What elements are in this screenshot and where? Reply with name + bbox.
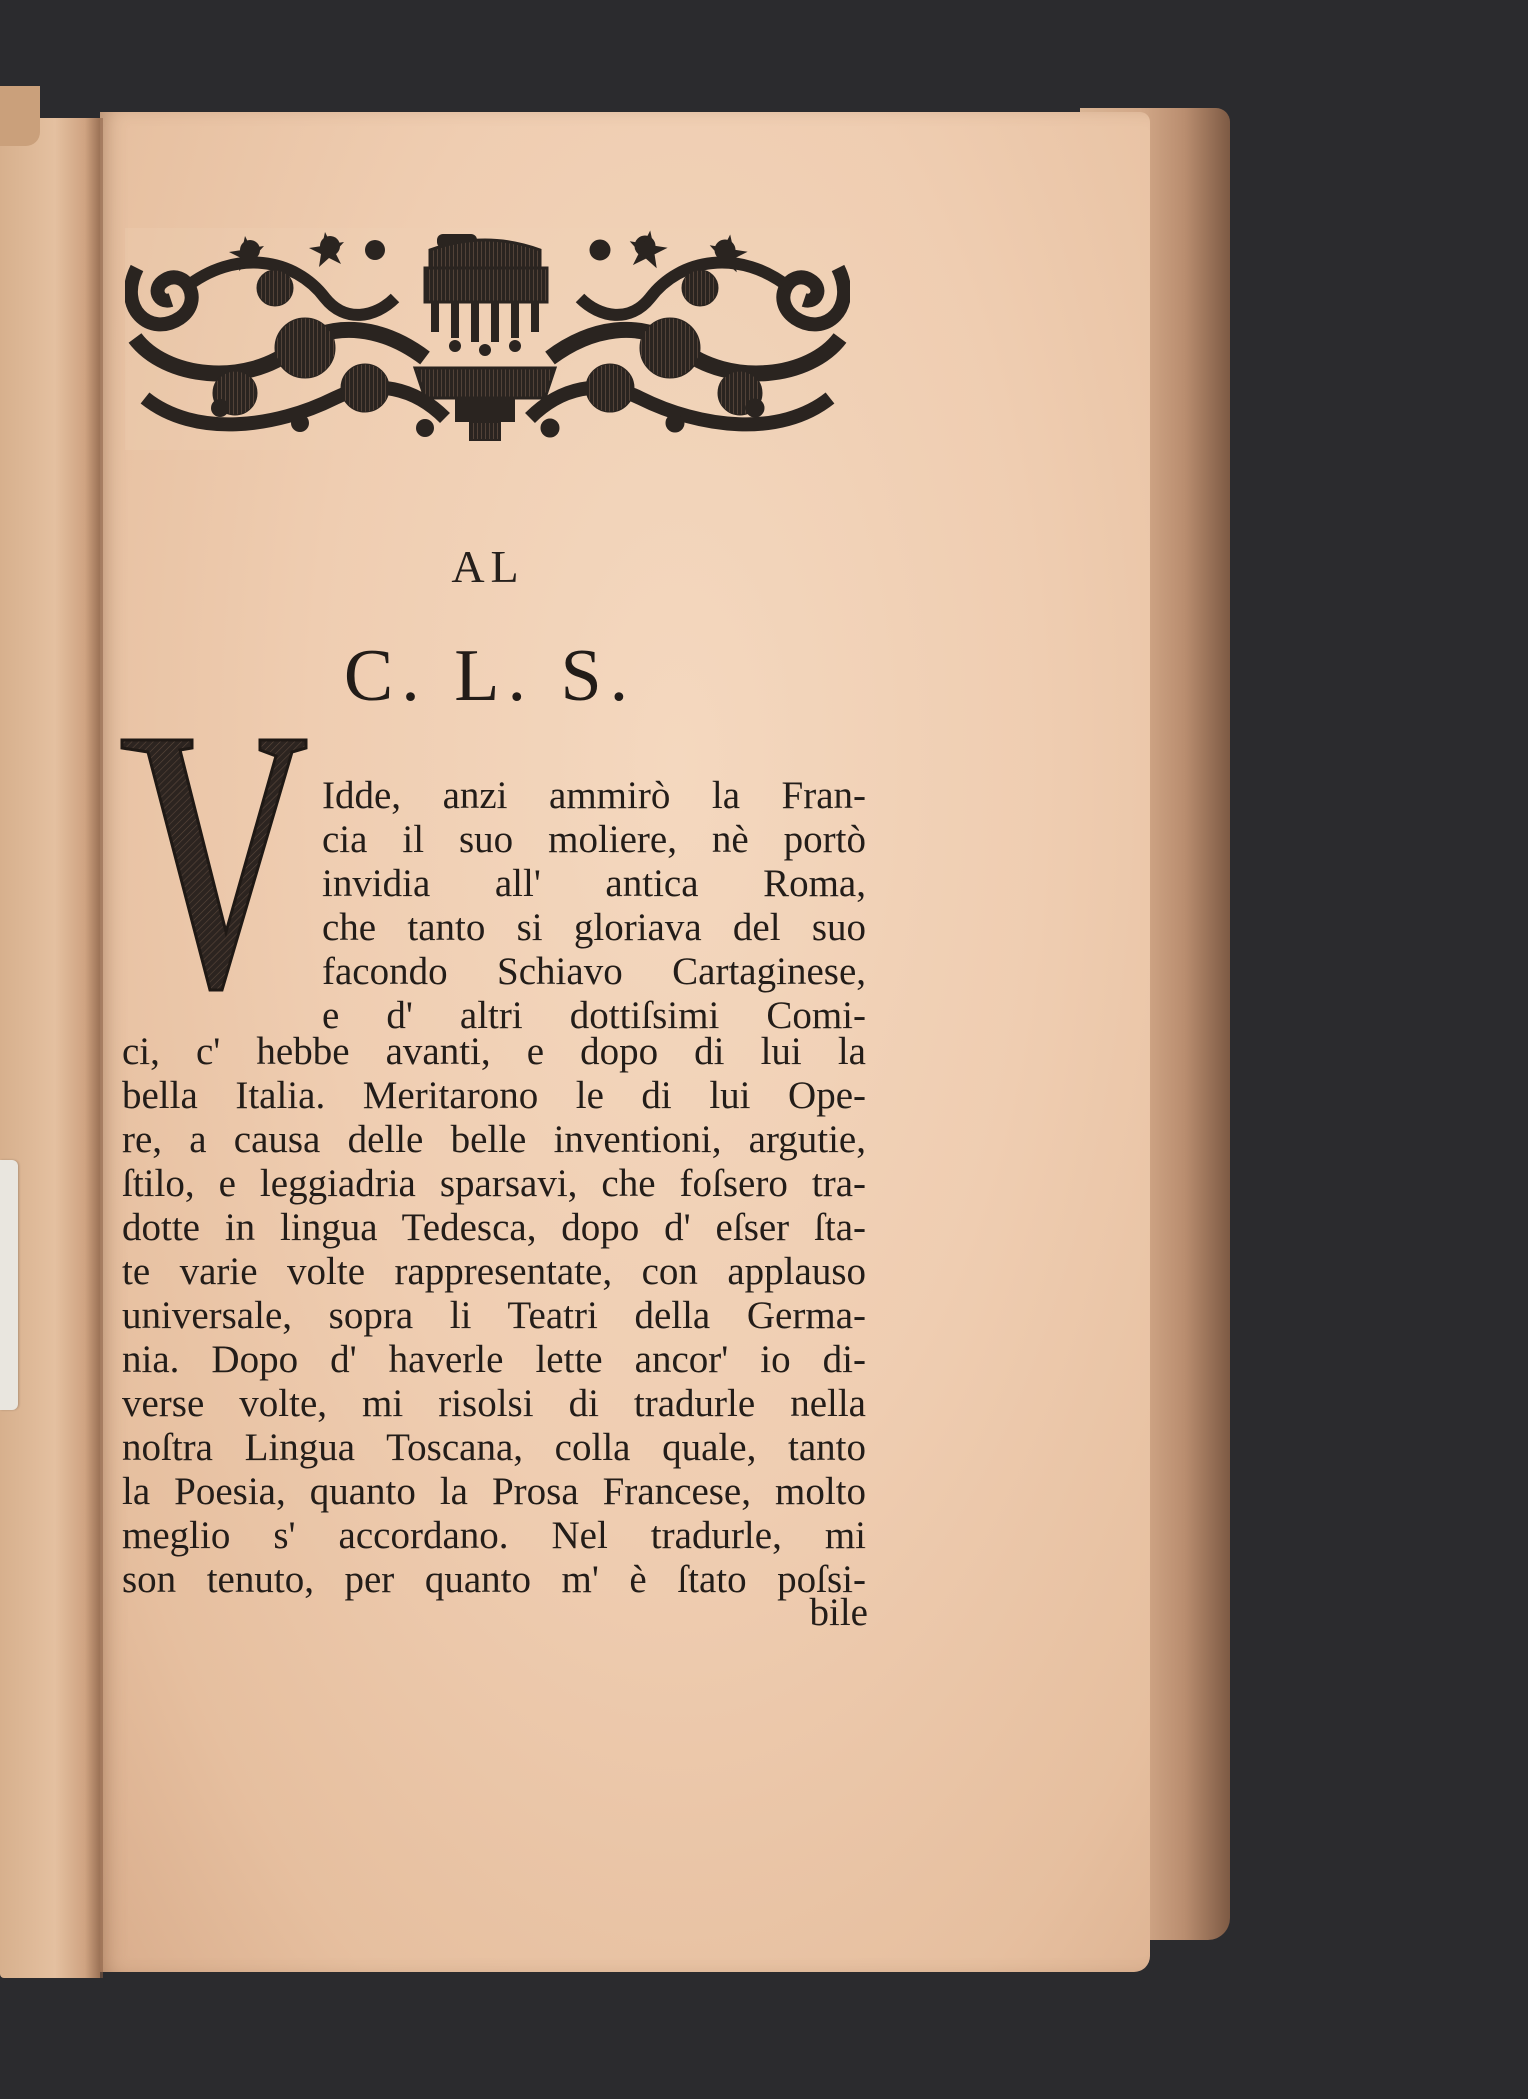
- text-line: la Poesia, quanto la Prosa Francese, molto: [122, 1470, 866, 1513]
- heading-dedicatee: C. L. S.: [343, 635, 637, 717]
- text-line: che tanto si gloriava del suo: [322, 906, 866, 949]
- indented-paragraph-lines: [322, 774, 866, 1040]
- text-line: nia. Dopo d' haverle lette ancor' io di-: [122, 1338, 866, 1381]
- previous-page-edge: [0, 118, 100, 1978]
- text-line: te varie volte rappresentate, con applauso: [122, 1250, 866, 1293]
- text-line: invidia all' antica Roma,: [322, 862, 866, 905]
- previous-page-corner: [0, 86, 40, 146]
- ornament-headpiece-icon: [125, 228, 850, 450]
- text-line: son tenuto, per quanto m' è ſtato poſsi-: [122, 1558, 866, 1601]
- text-line: facondo Schiavo Cartaginese,: [322, 950, 866, 993]
- paper-tab: [0, 1160, 18, 1410]
- text-line: verse volte, mi risolsi di tradurle nella: [122, 1382, 866, 1425]
- text-line: re, a causa delle belle inventioni, argutie,: [122, 1118, 866, 1161]
- text-line: meglio s' accordano. Nel tradurle, mi: [122, 1514, 866, 1557]
- catchword: bile: [809, 1591, 868, 1634]
- body-paragraph-lines: [122, 1030, 866, 1606]
- text-line: noſtra Lingua Toscana, colla quale, tanto: [122, 1426, 866, 1469]
- text-line: ci, c' hebbe avanti, e dopo di lui la: [122, 1030, 866, 1073]
- text-line: dotte in lingua Tedesca, dopo d' eſser ſta-: [122, 1206, 866, 1249]
- text-line: cia il suo moliere, nè portò: [322, 818, 866, 861]
- text-line: universale, sopra li Teatri della Germa-: [122, 1294, 866, 1337]
- drop-cap-initial: [118, 734, 308, 994]
- text-line: bella Italia. Meritarono le di lui Ope-: [122, 1074, 866, 1117]
- text-line: Idde, anzi ammirò la Fran-: [322, 774, 866, 817]
- text-line: ſtilo, e leggiadria sparsavi, che foſsero tra-: [122, 1162, 866, 1205]
- heading-al: AL: [451, 541, 525, 592]
- text-line: e d' altri dottiſsimi Comi-: [322, 994, 866, 1037]
- gutter-shadow: [100, 118, 103, 1978]
